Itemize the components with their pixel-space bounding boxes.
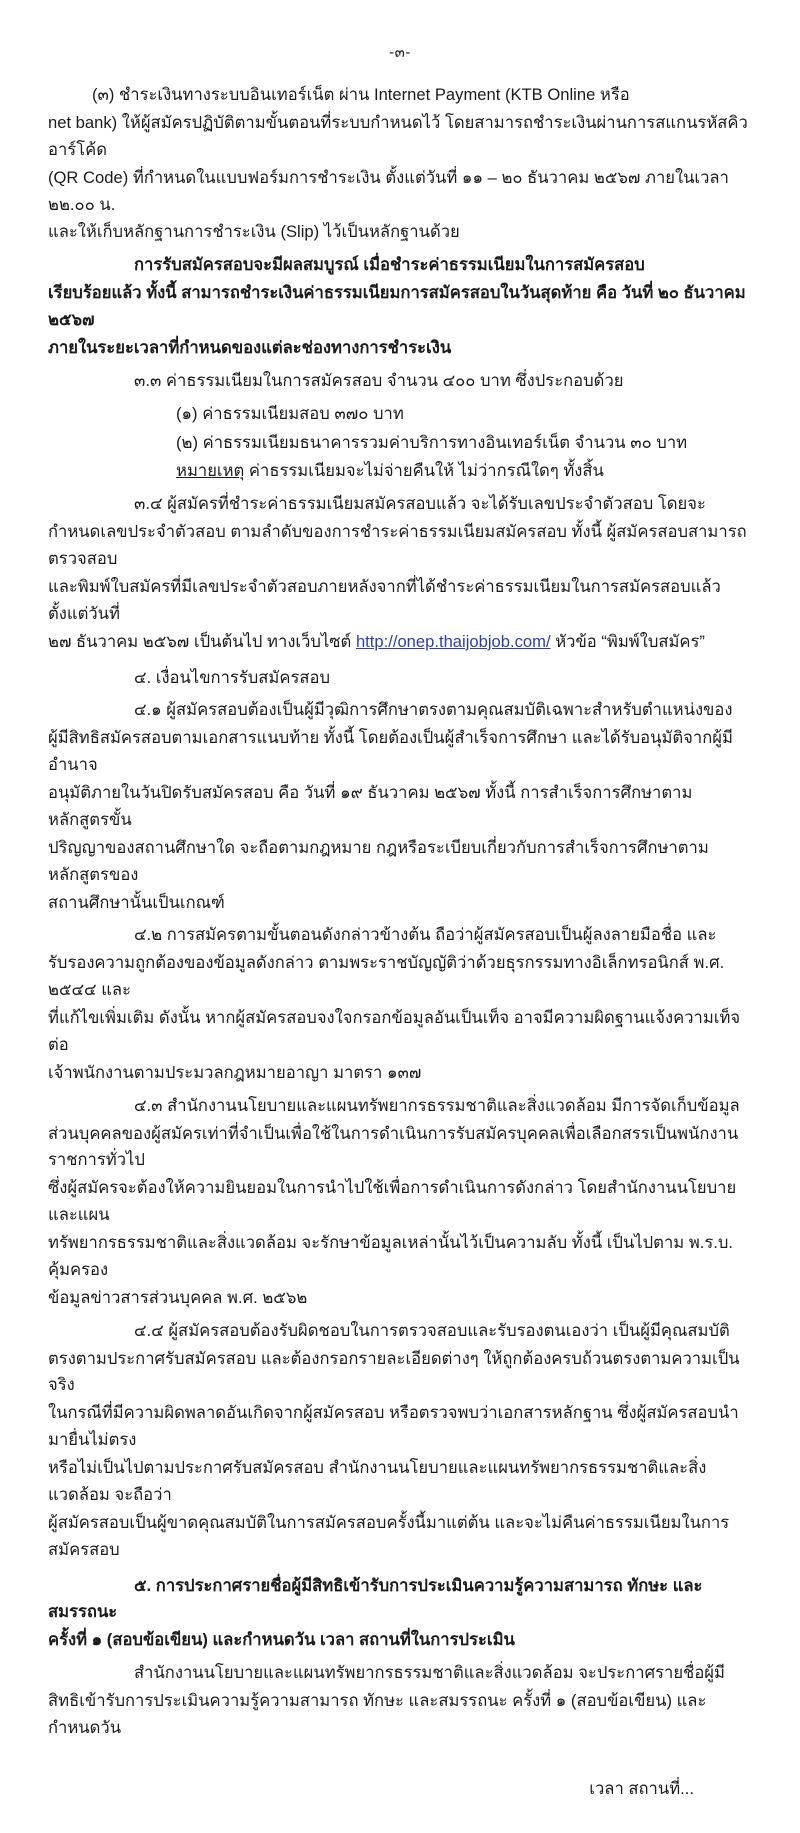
text-line: เรียบร้อยแล้ว ทั้งนี้ สามารถชำระเงินค่าธรรมเนียมการสมัครสอบในวันสุดท้าย คือ วันที่ ๒๐ ธันวาคม ๒๕๖๗ <box>48 283 746 329</box>
text-line: ครั้งที่ ๑ (สอบข้อเขียน) และกำหนดวัน เวลา สถานที่ในการประเมิน <box>48 1630 515 1650</box>
paragraph-4-4 <box>48 1318 752 1564</box>
text-line: (๒) ค่าธรรมเนียมธนาคารรวมค่าบริการทางอินเทอร์เน็ต จำนวน ๓๐ บาท <box>176 432 688 452</box>
paragraph-payment-validity <box>48 252 752 362</box>
text-line <box>48 629 752 656</box>
text-segment: หัวข้อ “พิมพ์ใบสมัคร” <box>550 631 705 651</box>
text-line: และพิมพ์ใบสมัครที่มีเลขประจำตัวสอบภายหลังจากที่ได้ชำระค่าธรรมเนียมในการสมัครสอบแล้ว ตั้งแต่วันที่ <box>48 576 721 623</box>
text-line: (๑) ค่าธรรมเนียมสอบ ๓๗๐ บาท <box>176 403 404 423</box>
website-link[interactable]: http://onep.thaijobjob.com/ <box>355 631 551 651</box>
note-text: ค่าธรรมเนียมจะไม่จ่ายคืนให้ ไม่ว่ากรณีใดๆ ทั้งสิ้น <box>244 461 604 481</box>
text-line: ผู้มีสิทธิสมัครสอบตามเอกสารแนบท้าย ทั้งนี้ โดยต้องเป็นผู้สำเร็จการศึกษา และได้รับอนุมัติจากผู้มีอำนาจ <box>48 728 733 775</box>
text-line: (QR Code) ที่กำหนดในแบบฟอร์มการชำระเงิน ตั้งแต่วันที่ ๑๑ – ๒๐ ธันวาคม ๒๕๖๗ ภายในเวลา ๒๒.๐๐ น. <box>48 167 729 214</box>
text-line: ๔.๓ สำนักงานนโยบายและแผนทรัพยากรธรรมชาติและสิ่งแวดล้อม มีการจัดเก็บข้อมูล <box>134 1095 740 1115</box>
paragraph-internet-payment <box>48 82 752 246</box>
paragraph-fee-item-1 <box>48 401 752 428</box>
text-line: สิทธิเข้ารับการประเมินความรู้ความสามารถ ทักษะ และสมรรถนะ ครั้งที่ ๑ (สอบข้อเขียน) และกำหนดวัน <box>48 1691 707 1737</box>
text-line <box>48 458 752 485</box>
paragraph-fee-3-3 <box>48 368 752 395</box>
text-line: ที่แก้ไขเพิ่มเติม ดังนั้น หากผู้สมัครสอบจงใจกรอกข้อมูลอันเป็นเท็จ อาจมีความผิดฐานแจ้งความเท็จต่อ <box>48 1008 741 1054</box>
document-body <box>48 82 752 1803</box>
section-heading-4 <box>48 665 752 692</box>
paragraph-4-2 <box>48 922 752 1086</box>
paragraph-fee-note <box>48 458 752 485</box>
paragraph-4-3 <box>48 1093 752 1312</box>
text-line: กำหนดเลขประจำตัวสอบ ตามลำดับของการชำระค่าธรรมเนียมสมัครสอบ ทั้งนี้ ผู้สมัครสอบสามารถตรวจสอบ <box>48 522 747 568</box>
text-line: ๓.๔ ผู้สมัครที่ชำระค่าธรรมเนียมสมัครสอบแล้ว จะได้รับเลขประจำตัวสอบ โดยจะ <box>134 494 706 514</box>
text-line: (๓) ชำระเงินทางระบบอินเทอร์เน็ต ผ่าน Internet Payment (KTB Online หรือ <box>92 85 630 104</box>
text-line: การรับสมัครสอบจะมีผลสมบูรณ์ เมื่อชำระค่าธรรมเนียมในการสมัครสอบ <box>134 255 645 275</box>
text-line: ภายในระยะเวลาที่กำหนดของแต่ละช่องทางการชำระเงิน <box>48 337 452 357</box>
text-line: ในกรณีที่มีความผิดพลาดอันเกิดจากผู้สมัครสอบ หรือตรวจพบว่าเอกสารหลักฐาน ซึ่งผู้สมัครสอบนำมายื่นไม่ตรง <box>48 1403 739 1450</box>
text-line: ผู้สมัครสอบเป็นผู้ขาดคุณสมบัติในการสมัครสอบครั้งนี้มาแต่ต้น และจะไม่คืนค่าธรรมเนียมในการสมัครสอบ <box>48 1512 730 1559</box>
note-label: หมายเหตุ <box>176 461 245 481</box>
continuation-note: เวลา สถานที่... <box>589 1778 694 1798</box>
text-line: ซึ่งผู้สมัครจะต้องให้ความยินยอมในการนำไปใช้เพื่อการดำเนินการดังกล่าว โดยสำนักงานนโยบายและแผน <box>48 1178 737 1225</box>
text-line: ๔.๒ การสมัครตามขั้นตอนดังกล่าวข้างต้น ถือว่าผู้สมัครสอบเป็นผู้ลงลายมือชื่อ และ <box>134 925 717 945</box>
text-line: net bank) ให้ผู้สมัครปฏิบัติตามขั้นตอนที่ระบบกำหนดไว้ โดยสามารถชำระเงินผ่านการสแกนรหัสคิวอาร์โค้ด <box>48 112 748 159</box>
text-line: ส่วนบุคคลของผู้สมัครเท่าที่จำเป็นเพื่อใช้ในการดำเนินการรับสมัครบุคคลเพื่อเลือกสรรเป็นพนักงานราชการทั่วไป <box>48 1123 739 1170</box>
text-line: ทรัพยากรธรรมชาติและสิ่งแวดล้อม จะรักษาข้อมูลเหล่านั้นไว้เป็นความลับ ทั้งนี้ เป็นไปตาม พ.ร.บ. คุ้มครอง <box>48 1233 734 1279</box>
text-line: เจ้าพนักงานตามประมวลกฎหมายอาญา มาตรา ๑๓๗ <box>48 1062 422 1082</box>
text-line: สถานศึกษานั้นเป็นเกณฑ์ <box>48 892 225 912</box>
text-line: หรือไม่เป็นไปตามประกาศรับสมัครสอบ สำนักงานนโยบายและแผนทรัพยากรธรรมชาติและสิ่งแวดล้อม จะถือว่า <box>48 1458 707 1504</box>
paragraph-fee-item-2 <box>48 430 752 457</box>
text-line: ๓.๓ ค่าธรรมเนียมในการสมัครสอบ จำนวน ๔๐๐ บาท ซึ่งประกอบด้วย <box>134 370 624 390</box>
text-line: ข้อมูลข่าวสารส่วนบุคคล พ.ศ. ๒๕๖๒ <box>48 1287 308 1307</box>
text-line: ๔.๔ ผู้สมัครสอบต้องรับผิดชอบในการตรวจสอบและรับรองตนเองว่า เป็นผู้มีคุณสมบัติ <box>134 1320 730 1340</box>
text-line: และให้เก็บหลักฐานการชำระเงิน (Slip) ไว้เป็นหลักฐานด้วย <box>48 222 460 242</box>
section-heading-5 <box>48 1573 752 1655</box>
text-line: ๔.๑ ผู้สมัครสอบต้องเป็นผู้มีวุฒิการศึกษาตรงตามคุณสมบัติเฉพาะสำหรับตำแหน่งของ <box>134 700 733 720</box>
paragraph-4-1 <box>48 697 752 916</box>
text-segment: ๒๗ ธันวาคม ๒๕๖๗ เป็นต้นไป ทางเว็บไซต์ <box>48 631 356 651</box>
page-number: -๓- <box>389 44 411 61</box>
text-line: ๕. การประกาศรายชื่อผู้มีสิทธิเข้ารับการประเมินความรู้ความสามารถ ทักษะ และสมรรถนะ <box>48 1575 703 1622</box>
text-line: รับรองความถูกต้องของข้อมูลดังกล่าว ตามพระราชบัญญัติว่าด้วยธุรกรรมทางอิเล็กทรอนิกส์ พ.ศ. ๒๕๔๔ และ <box>48 953 725 1000</box>
text-line: ปริญญาของสถานศึกษาใด จะถือตามกฎหมาย กฎหรือระเบียบเกี่ยวกับการสำเร็จการศึกษาตามหลักสูตรของ <box>48 837 709 884</box>
paragraph-announcement <box>48 1660 752 1742</box>
text-line: ตรงตามประกาศรับสมัครสอบ และต้องกรอกรายละเอียดต่างๆ ให้ถูกต้องครบถ้วนตรงตามความเป็นจริง <box>48 1348 740 1395</box>
paragraph-exam-number-3-4 <box>48 491 752 655</box>
text-line: สำนักงานนโยบายและแผนทรัพยากรธรรมชาติและสิ่งแวดล้อม จะประกาศรายชื่อผู้มี <box>134 1663 725 1683</box>
text-line: ๔. เงื่อนไขการรับสมัครสอบ <box>134 667 330 687</box>
text-line: อนุมัติภายในวันปิดรับสมัครสอบ คือ วันที่ ๑๙ ธันวาคม ๒๕๖๗ ทั้งนี้ การสำเร็จการศึกษาตามหลักสูตรขั้น <box>48 783 693 829</box>
